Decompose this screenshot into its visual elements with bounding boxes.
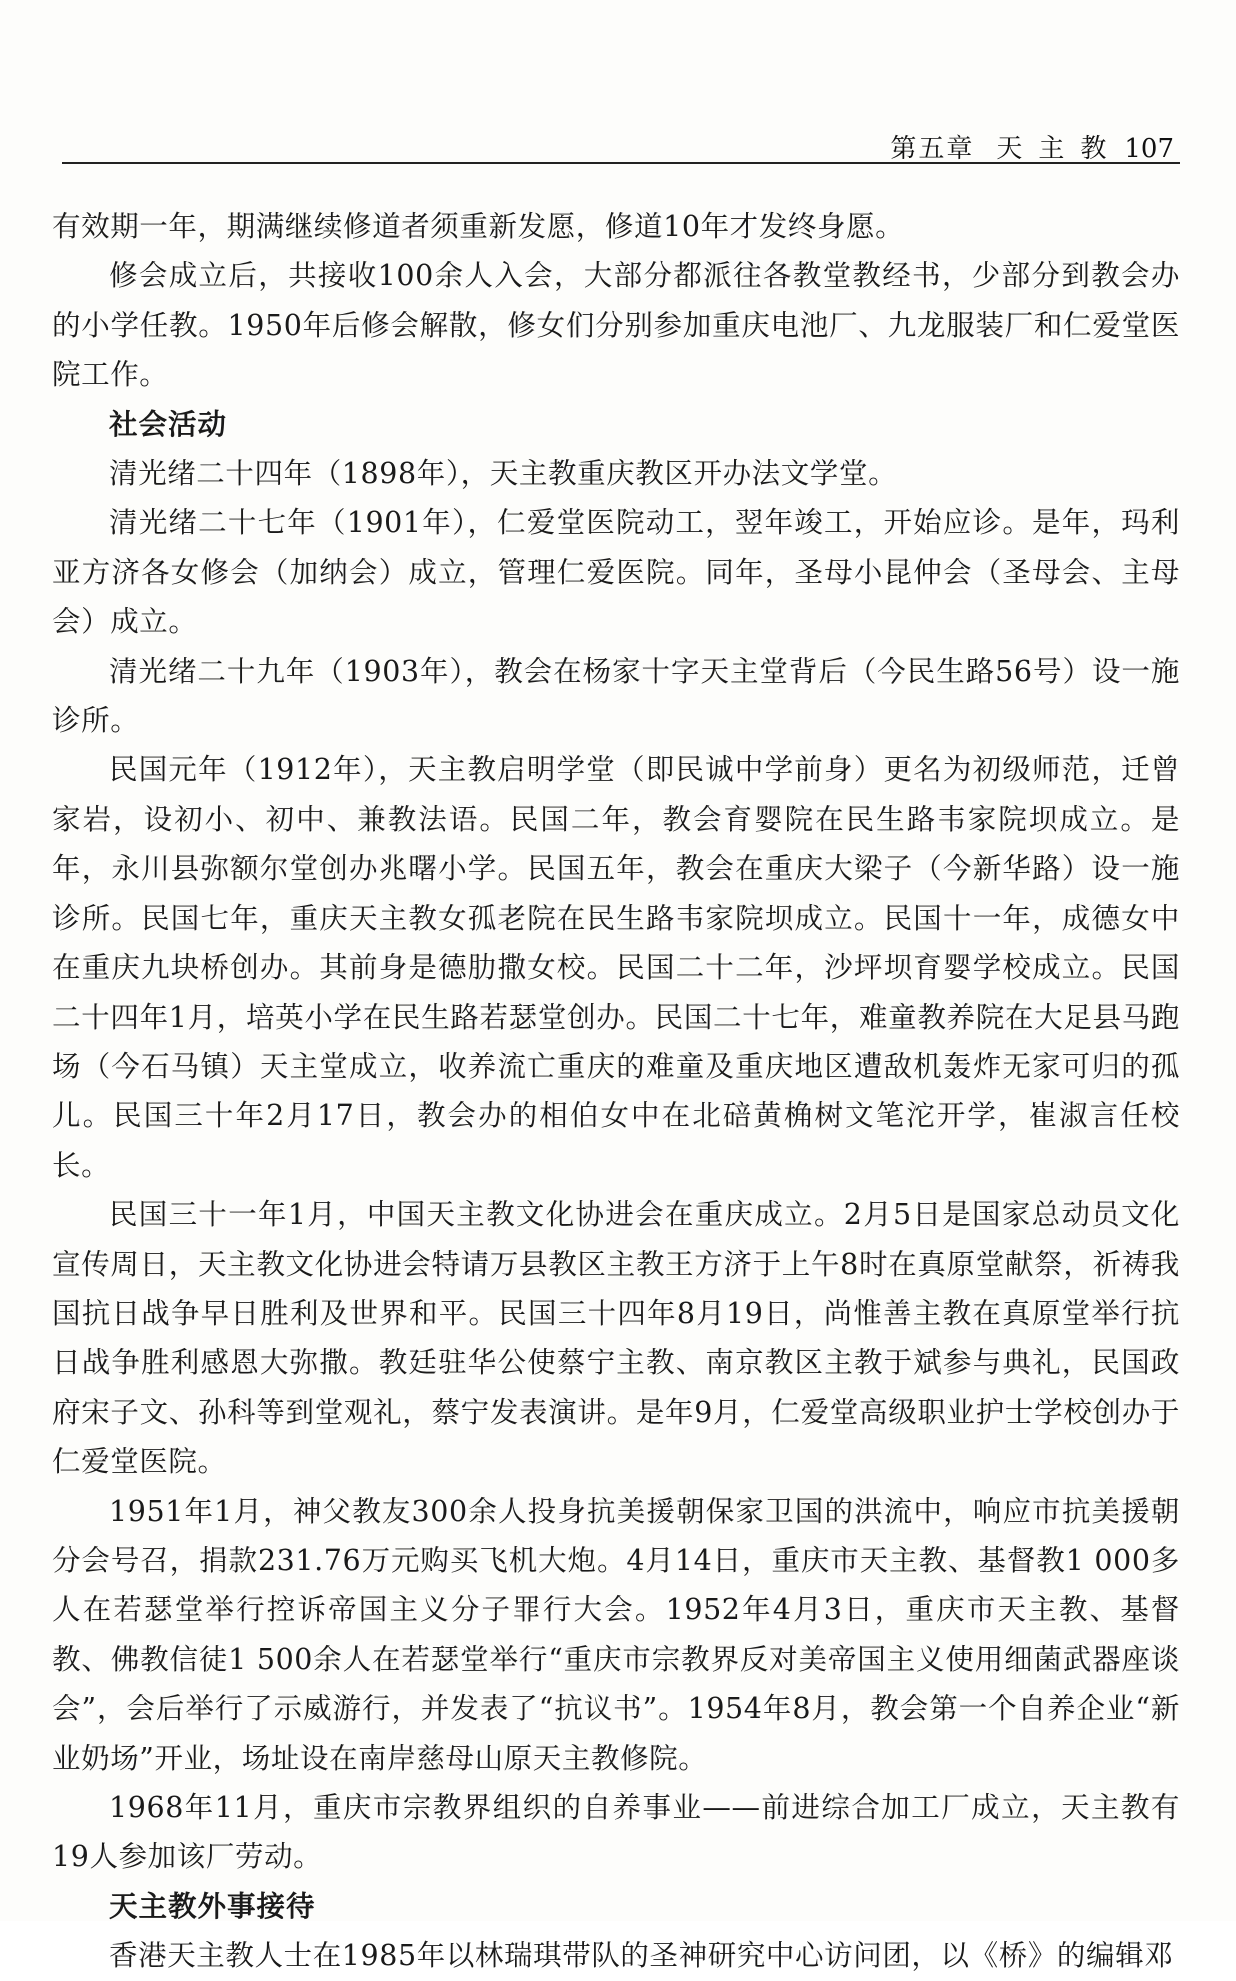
paragraph-continued: 有效期一年，期满继续修道者须重新发愿，修道10年才发终身愿。 [52, 210, 905, 243]
section-heading-social-activities: 社会活动 [109, 406, 228, 441]
page-number: 107 [1124, 134, 1174, 164]
paragraph: 1968年11月，重庆市宗教界组织的自养事业——前进综合加工厂成立，天主教有19人参加该厂劳动。 [52, 1791, 1180, 1874]
section-heading-foreign-affairs: 天主教外事接待 [109, 1888, 316, 1923]
paragraph: 清光绪二十七年（1901年），仁爱堂医院动工，翌年竣工，开始应诊。是年，玛利亚方济各女修会（加纳会）成立，管理仁爱医院。同年，圣母小昆仲会（圣母会、主母会）成立。 [52, 506, 1180, 639]
running-header [890, 128, 1174, 165]
chapter-title: 天主教 [996, 134, 1123, 164]
paragraph: 民国三十一年1月，中国天主教文化协进会在重庆成立。2月5日是国家总动员文化宣传周日，天主教文化协进会特请万县教区主教王方济于上午8时在真原堂献祭，祈祷我国抗日战争早日胜利及世界和平。民国三十四年8月19日，尚惟善主教在真原堂举行抗日战争胜利感恩大弥撒。教廷驻华公使蔡宁主教、南京教区主教于斌参与典礼，民国政府宋子文、孙科等到堂观礼，蔡宁发表演讲。是年9月，仁爱堂高级职业护士学校创办于仁爱堂医院。 [52, 1198, 1180, 1479]
body-text [52, 202, 1180, 1981]
paragraph: 清光绪二十九年（1903年），教会在杨家十字天主堂背后（今民生路56号）设一施诊所。 [52, 654, 1180, 738]
paragraph: 民国元年（1912年），天主教启明学堂（即民诚中学前身）更名为初级师范，迁曾家岩，设初小、初中、兼教法语。民国二年，教会育婴院在民生路韦家院坝成立。是年，永川县弥额尔堂创办兆曙小学。民国五年，教会在重庆大梁子（今新华路）设一施诊所。民国七年，重庆天主教女孤老院在民生路韦家院坝成立。民国十一年，成德女中在重庆九块桥创办。其前身是德肋撒女校。民国二十二年，沙坪坝育婴学校成立。民国二十四年1月，培英小学在民生路若瑟堂创办。民国二十七年，难童教养院在大足县马跑场（今石马镇）天主堂成立，收养流亡重庆的难童及重庆地区遭敌机轰炸无家可归的孤儿。民国三十年2月17日，教会办的相伯女中在北碚黄桷树文笔沱开学，崔淑言任校长。 [52, 753, 1180, 1182]
header-rule [62, 162, 1180, 164]
paragraph: 1951年1月，神父教友300余人投身抗美援朝保家卫国的洪流中，响应市抗美援朝分会号召，捐款231.76万元购买飞机大炮。4月14日，重庆市天主教、基督教1 000多人在若瑟堂举行控诉帝国主义分子罪行大会。1952年4月3日，重庆市天主教、基督教、佛教信徒1 500余人在若瑟堂举行“重庆市宗教界反对美帝国主义使用细菌武器座谈会”，会后举行了示威游行，并发表了“抗议书”。1954年8月，教会第一个自养企业“新业奶场”开业，场址设在南岸慈母山原天主教修院。 [52, 1494, 1180, 1775]
paragraph: 修会成立后，共接收100余人入会，大部分都派往各教堂教经书，少部分到教会办的小学任教。1950年后修会解散，修女们分别参加重庆电池厂、九龙服装厂和仁爱堂医院工作。 [52, 259, 1180, 392]
paragraph: 香港天主教人士在1985年以林瑞琪带队的圣神研究中心访问团，以《桥》的编辑邓 [109, 1939, 1174, 1973]
chapter-label: 第五章 [890, 134, 975, 164]
paragraph: 清光绪二十四年（1898年），天主教重庆教区开办法文学堂。 [109, 457, 898, 491]
